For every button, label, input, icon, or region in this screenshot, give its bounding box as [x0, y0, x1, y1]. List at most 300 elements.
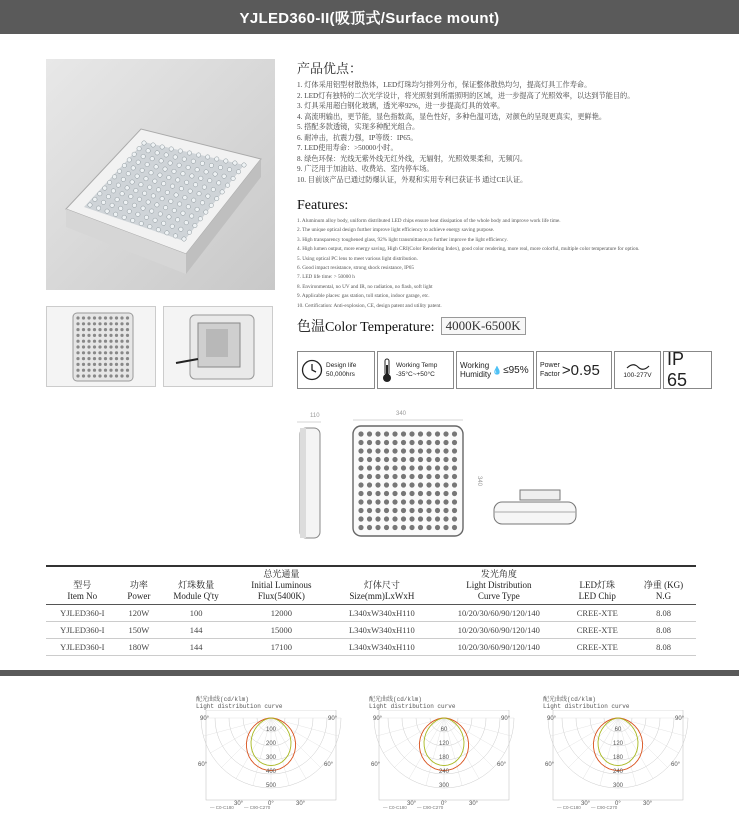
led-dot: [186, 205, 190, 209]
list-item: 6. 耐冲击，抗震力强，IP等级：IP65。: [297, 133, 418, 142]
spec-voltage: [614, 351, 661, 389]
led-dot: [401, 499, 406, 504]
led-dot: [169, 199, 173, 203]
legend-c0: — C0-C180: [557, 805, 581, 810]
led-dot: [126, 374, 129, 377]
led-dot: [150, 156, 154, 160]
power-factor-value: >0.95: [561, 361, 600, 379]
led-dot: [409, 525, 414, 530]
led-dot: [104, 351, 107, 354]
table-cell: 120W: [119, 605, 160, 622]
angle-label: 90°: [328, 716, 338, 722]
spec-ip-rating: [663, 351, 712, 389]
curve-title-cn: 配光曲线(cd/klm): [543, 696, 596, 703]
curve-title-en: Light distribution curve: [369, 703, 456, 710]
led-dot: [418, 431, 423, 436]
led-dot: [76, 351, 79, 354]
led-dot: [426, 499, 431, 504]
led-dot: [392, 448, 397, 453]
ring-label: 240: [612, 769, 624, 775]
section-divider-band: [0, 670, 739, 676]
led-dot: [93, 374, 96, 377]
angle-label: 0°: [615, 801, 621, 807]
list-item: 10. 目前该产品已通过防爆认证，外观和实用专利已获证书 通过CE认证。: [297, 175, 528, 184]
led-dot: [120, 316, 123, 319]
led-dot: [184, 180, 188, 184]
led-dot: [426, 525, 431, 530]
led-dot: [384, 457, 389, 462]
led-dot: [93, 339, 96, 342]
angle-label: 30°: [296, 801, 306, 807]
led-dot: [111, 189, 115, 193]
led-dot: [120, 191, 124, 195]
led-dot: [195, 167, 199, 171]
table-cell: 150W: [119, 622, 160, 639]
led-dot: [98, 357, 101, 360]
led-dot: [443, 431, 448, 436]
led-dot: [392, 457, 397, 462]
led-dot: [136, 160, 140, 164]
led-dot: [136, 212, 140, 216]
led-dot: [375, 491, 380, 496]
led-dot: [82, 322, 85, 325]
led-dot: [137, 197, 141, 201]
led-dot: [120, 362, 123, 365]
humidity-value: ≤95%: [503, 364, 529, 376]
led-dot: [211, 187, 215, 191]
table-row: [46, 639, 696, 656]
front-width-label: 340: [396, 411, 407, 417]
led-dot: [384, 516, 389, 521]
led-dot: [216, 181, 220, 185]
led-dot: [156, 188, 160, 192]
led-dot: [367, 508, 372, 513]
led-dot: [139, 221, 143, 225]
list-item: 8. 绿色环保：光线无紫外线无红外线，无辐射，光照效果柔和，无频闪。: [297, 154, 528, 163]
led-dot: [367, 499, 372, 504]
led-dot: [375, 457, 380, 462]
led-dot: [137, 146, 141, 150]
led-dot: [206, 194, 210, 198]
voltage-value: 100-277V: [623, 371, 652, 379]
led-dot: [109, 374, 112, 377]
led-dot: [443, 440, 448, 445]
led-dot: [186, 165, 190, 169]
led-dot: [120, 333, 123, 336]
led-dot: [182, 237, 186, 241]
led-dot: [116, 183, 120, 187]
led-dot: [452, 525, 457, 530]
polar-curve-chart: [196, 710, 346, 810]
mount-view-drawing: [490, 488, 580, 534]
led-dot: [140, 168, 144, 172]
led-dot: [110, 203, 114, 207]
led-dot: [126, 316, 129, 319]
led-dot: [367, 482, 372, 487]
led-dot: [187, 230, 191, 234]
advantages-heading: 产品优点：: [297, 61, 363, 76]
led-dot: [161, 181, 165, 185]
led-dot: [384, 491, 389, 496]
table-cell: 180W: [119, 639, 160, 656]
led-dot: [109, 368, 112, 371]
table-cell: L340xW340xH110: [330, 605, 435, 622]
led-dot: [426, 516, 431, 521]
led-dot: [452, 457, 457, 462]
led-dot: [218, 165, 222, 169]
led-dot: [120, 368, 123, 371]
led-dot: [82, 374, 85, 377]
table-cell: 15000: [233, 622, 329, 639]
list-item: 6. Good impact resistance, strong shock resistance, IP65: [297, 265, 414, 272]
led-dot: [82, 328, 85, 331]
header-module-qty: 灯珠数量 Module Q'ty: [173, 580, 219, 601]
curve-title-en: Light distribution curve: [196, 703, 283, 710]
ring-label: 120: [612, 741, 624, 747]
led-dot: [177, 202, 181, 206]
led-dot: [76, 345, 79, 348]
led-dot: [109, 351, 112, 354]
clock-icon: [301, 359, 323, 381]
led-dot: [418, 516, 423, 521]
led-dot: [204, 210, 208, 214]
led-dot: [358, 440, 363, 445]
angle-label: 90°: [501, 716, 511, 722]
ring-label: 300: [265, 755, 277, 761]
led-dot: [93, 197, 97, 201]
led-dot: [98, 368, 101, 371]
led-dot: [401, 431, 406, 436]
led-dot: [132, 152, 136, 156]
led-dot: [149, 171, 153, 175]
led-dot: [392, 516, 397, 521]
product-thumbnail-front[interactable]: [46, 306, 156, 387]
led-dot: [392, 465, 397, 470]
led-dot: [358, 516, 363, 521]
led-dot: [87, 368, 90, 371]
led-dot: [168, 161, 172, 165]
led-dot: [122, 163, 126, 167]
led-dot: [443, 448, 448, 453]
ring-label: 300: [612, 783, 624, 789]
led-dot: [120, 351, 123, 354]
led-dot: [401, 508, 406, 513]
led-dot: [98, 328, 101, 331]
led-dot: [87, 328, 90, 331]
led-dot: [384, 431, 389, 436]
led-dot: [87, 339, 90, 342]
led-dot: [375, 508, 380, 513]
led-dot: [426, 440, 431, 445]
led-dot: [139, 182, 143, 186]
led-dot: [121, 177, 125, 181]
led-dot: [173, 234, 177, 238]
led-dot: [426, 474, 431, 479]
led-dot: [131, 218, 135, 222]
light-distribution-curve-2: [369, 696, 519, 811]
table-cell: YJLED360-I: [46, 605, 119, 622]
curve-title-en: Light distribution curve: [543, 703, 630, 710]
led-dot: [375, 482, 380, 487]
led-dot: [426, 457, 431, 462]
working-temp-value: -35°C~+50°C: [396, 371, 435, 378]
led-dot: [220, 190, 224, 194]
led-dot: [120, 345, 123, 348]
led-dot: [384, 482, 389, 487]
power-factor-label-1: Power: [540, 362, 560, 369]
spec-power-factor: [536, 351, 612, 389]
led-dot: [418, 508, 423, 513]
legend-c0: — C0-C180: [210, 805, 234, 810]
table-cell: 17100: [233, 639, 329, 656]
angle-label: 60°: [497, 762, 507, 768]
led-dot: [145, 162, 149, 166]
led-dot: [375, 465, 380, 470]
led-dot: [358, 491, 363, 496]
design-life-label: Design life: [326, 362, 357, 369]
led-dot: [82, 357, 85, 360]
led-dot: [401, 448, 406, 453]
led-dot: [384, 508, 389, 513]
header-size: 灯体尺寸 Size(mm)LxWxH: [349, 580, 415, 601]
led-dot: [418, 499, 423, 504]
led-dot: [93, 322, 96, 325]
led-dot: [109, 328, 112, 331]
list-item: 9. Applicable places: gas station, toll station, indoor garage, etc.: [297, 293, 430, 300]
led-dot: [358, 499, 363, 504]
product-thumbnail-back[interactable]: [163, 306, 273, 387]
angle-label: 30°: [469, 801, 479, 807]
led-dot: [435, 448, 440, 453]
led-dot: [435, 440, 440, 445]
led-dot: [401, 525, 406, 530]
angle-label: 90°: [675, 716, 685, 722]
led-dot: [104, 374, 107, 377]
led-dot: [175, 218, 179, 222]
product-main-photo: [46, 59, 275, 290]
led-dot: [76, 316, 79, 319]
led-dot: [93, 357, 96, 360]
angle-label: 30°: [234, 801, 244, 807]
led-dot: [401, 474, 406, 479]
led-dot: [181, 171, 185, 175]
led-dot: [184, 220, 188, 224]
led-dot: [358, 508, 363, 513]
thermometer-icon: [381, 357, 393, 383]
led-dot: [126, 357, 129, 360]
features-heading: Features:: [297, 198, 349, 213]
led-dot: [452, 491, 457, 496]
led-dot: [392, 431, 397, 436]
ring-label: 120: [438, 741, 450, 747]
led-dot: [160, 196, 164, 200]
led-dot: [452, 440, 457, 445]
led-dot: [104, 328, 107, 331]
led-dot: [200, 161, 204, 165]
led-dot: [98, 333, 101, 336]
led-dot: [202, 185, 206, 189]
table-cell: 144: [159, 639, 233, 656]
table-row: [46, 605, 696, 622]
led-dot: [115, 339, 118, 342]
list-item: 9. 广泛用于加油站、收费站、室内停车场。: [297, 165, 434, 173]
led-dot: [236, 170, 240, 174]
power-factor-label-2: Factor: [540, 371, 560, 378]
humidity-label-1: Working: [460, 361, 490, 370]
led-dot: [115, 362, 118, 365]
angle-label: 60°: [324, 762, 334, 768]
led-dot: [358, 457, 363, 462]
led-dot: [76, 368, 79, 371]
table-row: [46, 622, 696, 639]
led-dot: [435, 457, 440, 462]
led-dot: [98, 374, 101, 377]
led-dot: [98, 339, 101, 342]
led-dot: [142, 141, 146, 145]
led-dot: [106, 194, 110, 198]
angle-label: 90°: [200, 716, 210, 722]
led-dot: [120, 374, 123, 377]
led-dot: [418, 525, 423, 530]
led-dot: [104, 322, 107, 325]
led-dot: [209, 163, 213, 167]
ring-label: 500: [265, 783, 277, 789]
led-dot: [409, 457, 414, 462]
led-dot: [93, 362, 96, 365]
led-dot: [409, 491, 414, 496]
led-dot: [375, 525, 380, 530]
led-dot: [170, 224, 174, 228]
front-height-label: 340: [476, 476, 482, 487]
led-dot: [452, 448, 457, 453]
features-list: [297, 217, 727, 311]
led-dot: [426, 491, 431, 496]
led-dot: [358, 431, 363, 436]
led-dot: [87, 374, 90, 377]
led-dot: [418, 491, 423, 496]
led-dot: [392, 491, 397, 496]
led-dot: [181, 211, 185, 215]
led-dot: [435, 491, 440, 496]
led-dot: [384, 474, 389, 479]
ring-label: 60: [614, 727, 622, 733]
led-dot: [165, 190, 169, 194]
led-dot: [435, 474, 440, 479]
led-dot: [426, 448, 431, 453]
led-dot: [384, 448, 389, 453]
led-dot: [409, 516, 414, 521]
led-dot: [193, 183, 197, 187]
led-dot: [199, 176, 203, 180]
angle-label: 90°: [547, 716, 557, 722]
led-dot: [109, 362, 112, 365]
led-dot: [418, 474, 423, 479]
led-dot: [88, 203, 92, 207]
led-dot: [426, 431, 431, 436]
led-dot: [435, 525, 440, 530]
design-life-value: 50,000hrs: [326, 371, 355, 378]
led-dot: [141, 154, 145, 158]
led-dot: [160, 145, 164, 149]
ring-label: 200: [265, 741, 277, 747]
table-cell: 8.08: [631, 605, 696, 622]
droplet-icon: 💧: [492, 365, 503, 375]
table-cell: 10/20/30/60/90/120/140: [434, 639, 563, 656]
list-item: 4. High lumen output, more energy saving, High CRI(Color Rendering Index), good color rendering, more real, more colorful, multiple color temperature for option.: [297, 246, 640, 253]
led-dot: [141, 206, 145, 210]
led-dot: [104, 333, 107, 336]
led-dot: [117, 169, 121, 173]
led-dot: [104, 357, 107, 360]
curve-title-cn: 配光曲线(cd/klm): [369, 696, 422, 703]
table-cell: YJLED360-I: [46, 622, 119, 639]
led-dot: [452, 482, 457, 487]
led-dot: [76, 374, 79, 377]
ring-label: 60: [440, 727, 448, 733]
header-net-weight: 净重 (KG) N.G: [643, 580, 684, 601]
table-cell: 12000: [233, 605, 329, 622]
led-dot: [82, 333, 85, 336]
led-dot: [367, 440, 372, 445]
led-dot: [392, 440, 397, 445]
table-cell: L340xW340xH110: [330, 639, 435, 656]
list-item: 8. Environmental, no UV and IR, no radiation, no flash, soft light: [297, 283, 433, 290]
led-dot: [148, 224, 152, 228]
light-distribution-curve-3: [543, 696, 693, 811]
list-item: 3. 灯具采用超白钢化玻璃，透光率92%，进一步提高灯具的效率。: [297, 102, 505, 110]
led-dot: [104, 362, 107, 365]
led-dot: [142, 191, 146, 195]
led-dot: [208, 178, 212, 182]
led-dot: [158, 212, 162, 216]
legend-c90: — C90-C270: [417, 805, 444, 810]
led-dot: [170, 184, 174, 188]
led-dot: [375, 516, 380, 521]
led-dot: [435, 465, 440, 470]
led-dot: [443, 465, 448, 470]
led-dot: [154, 165, 158, 169]
led-dot: [127, 209, 131, 213]
led-dot: [242, 163, 246, 167]
list-item: 4. 高流明输出，更节能，显色指数高，显色性好，多种色温可选，对颜色的呈现更真实，更鲜艳。: [297, 112, 607, 121]
led-dot: [131, 166, 135, 170]
led-dot: [113, 212, 117, 216]
led-dot: [224, 159, 228, 163]
side-view-drawing: [295, 420, 325, 540]
led-dot: [104, 316, 107, 319]
angle-label: 60°: [198, 762, 208, 768]
led-dot: [76, 322, 79, 325]
led-dot: [231, 176, 235, 180]
led-dot: [443, 525, 448, 530]
led-dot: [190, 174, 194, 178]
led-dot: [76, 333, 79, 336]
led-dot: [443, 499, 448, 504]
header-led-chip: LED灯珠 LED Chip: [578, 580, 616, 601]
led-dot: [148, 185, 152, 189]
led-dot: [452, 516, 457, 521]
led-dot: [452, 474, 457, 479]
curve-title-cn: 配光曲线(cd/klm): [196, 696, 249, 703]
led-dot: [191, 198, 195, 202]
led-dot: [98, 351, 101, 354]
led-dot: [126, 362, 129, 365]
spec-design-life: [297, 351, 375, 389]
led-dot: [76, 328, 79, 331]
led-dot: [409, 482, 414, 487]
led-dot: [122, 215, 126, 219]
angle-label: 30°: [581, 801, 591, 807]
